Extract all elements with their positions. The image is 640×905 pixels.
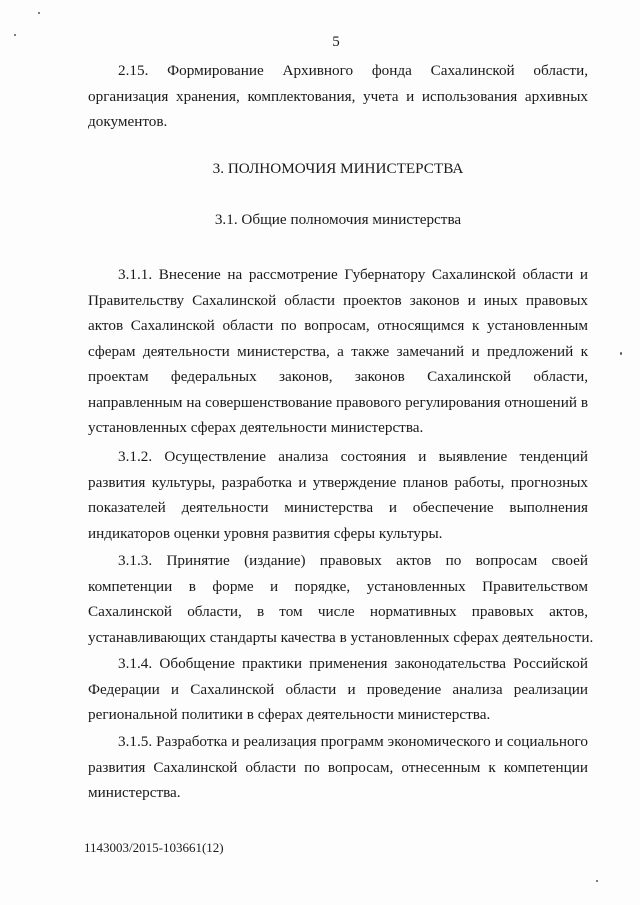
text-line: 2.15. Формирование Архивного фонда Сахалинской области, — [118, 62, 588, 79]
scan-speck — [620, 352, 622, 355]
text-line: сферам деятельности министерства, а также замечаний и предложений к — [88, 342, 588, 360]
section-heading: 3. ПОЛНОМОЧИЯ МИНИСТЕРСТВА — [212, 160, 464, 177]
subsection-heading: 3.1. Общие полномочия министерства — [214, 211, 462, 228]
page-number: 5 — [332, 34, 340, 50]
text-line: направленным на совершенствование правового регулирования отношений в — [88, 393, 588, 411]
text-line: компетенции в форме и порядке, установленных Правительством — [88, 577, 588, 595]
text-line: развития Сахалинской области по вопросам, отнесенным к компетенции — [88, 758, 588, 776]
paragraph-3-1-5 — [88, 729, 588, 806]
text-line: актов Сахалинской области по вопросам, относящимся к установленным — [88, 317, 588, 334]
text-line: региональной политики в сферах деятельности министерства. — [88, 706, 491, 723]
text-line: 3.1.4. Обобщение практики применения законодательства Российской — [118, 655, 588, 672]
scan-speck — [14, 34, 16, 36]
paragraph-3-1-2 — [88, 444, 588, 546]
text-line: организация хранения, комплектования, учета и использования архивных — [88, 87, 588, 105]
document-code: 1143003/2015-103661(12) — [84, 840, 224, 855]
text-line: установленных сферах деятельности министерства. — [88, 419, 424, 436]
paragraph-3-1-1 — [88, 262, 588, 441]
text-line: Правительству Сахалинской области проектов законов и иных правовых — [88, 291, 588, 309]
text-line: 3.1.5. Разработка и реализация программ экономического и социального — [118, 733, 588, 750]
text-line: устанавливающих стандарты качества в установленных сферах деятельности. — [88, 628, 594, 646]
scan-speck — [596, 880, 598, 882]
text-line: показателей деятельности министерства и обеспечение выполнения — [88, 499, 588, 516]
item-2-15 — [88, 58, 588, 135]
text-line: 3.1.2. Осуществление анализа состояния и выявление тенденций — [118, 448, 588, 465]
text-line: Сахалинской области, в том числе нормативных правовых актов, — [88, 603, 588, 620]
text-line: проектам федеральных законов, законов Сахалинской области, — [88, 368, 588, 385]
paragraph-3-1-4 — [88, 651, 588, 728]
text-line: индикаторов оценки уровня развития сферы культуры. — [88, 524, 443, 542]
text-line: Федерации и Сахалинской области и проведение анализа реализации — [88, 680, 588, 698]
text-line: 3.1.1. Внесение на рассмотрение Губернатору Сахалинской области и — [118, 266, 588, 283]
text-line: 3.1.3. Принятие (издание) правовых актов по вопросам своей — [118, 552, 588, 569]
text-line: министерства. — [88, 784, 181, 801]
text-line: развития культуры, разработка и утверждение планов работы, прогнозных — [88, 473, 588, 491]
paragraph-3-1-3 — [88, 548, 594, 650]
text-line: документов. — [88, 113, 168, 130]
scan-speck — [38, 12, 40, 14]
